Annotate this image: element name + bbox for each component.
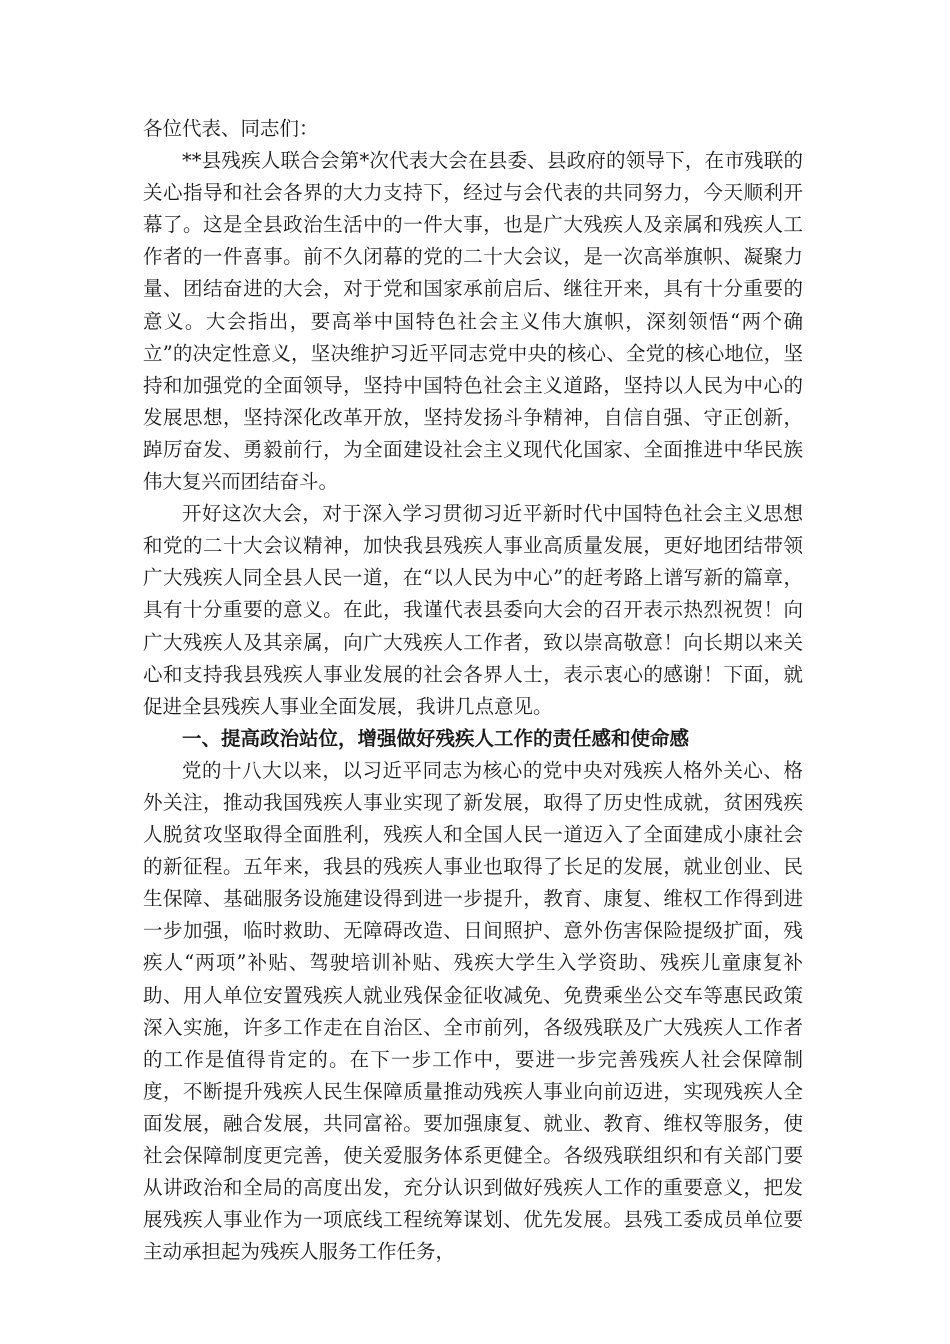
paragraph-opening: **县残疾人联合会第*次代表大会在县委、县政府的领导下，在市残联的关心指导和社会各界的大力支持下，经过与会代表的共同努力，今天顺利开幕了。这是全县政治生活中的一件大事，也是广大残疾人及亲属和残疾人工作者的一件喜事。前不久闭幕的党的二十大会议，是一次高举旗帜、凝聚力量、团结奋进的大会，对于党和国家承前启后、继往开来，具有十分重要的意义。大会指出，要高举中国特色社会主义伟大旗帜，深刻领悟“两个确立”的决定性意义，坚决维护习近平同志党中央的核心、全党的核心地位，坚持和加强党的全面领导，坚持中国特色社会主义道路，坚持以人民为中心的发展思想，坚持深化改革开放，坚持发扬斗争精神，自信自强、守正创新，踔厉奋发、勇毅前行，为全面建设社会主义现代化国家、全面推进中华民族伟大复兴而团结奋斗。 bbox=[143, 149, 803, 494]
paragraph-significance: 开好这次大会，对于深入学习贯彻习近平新时代中国特色社会主义思想和党的二十大会议精神，加快我县残疾人事业高质量发展，更好地团结带领广大残疾人同全县人民一道，在“以人民为中心”的赶考路上谱写新的篇章，具有十分重要的意义。在此，我谨代表县委向大会的召开表示热烈祝贺！向广大残疾人及其亲属，向广大残疾人工作者，致以崇高敬意！向长期以来关心和支持我县残疾人事业发展的社会各界人士，表示衷心的感谢！下面，就促进全县残疾人事业全面发展，我讲几点意见。 bbox=[143, 502, 803, 718]
section-heading: 一、提高政治站位，增强做好残疾人工作的责任感和使命感 bbox=[182, 726, 690, 750]
salutation: 各位代表、同志们： bbox=[143, 117, 319, 140]
speech-body bbox=[143, 113, 803, 1268]
section-paragraph: 党的十八大以来，以习近平同志为核心的党中央对残疾人格外关心、格外关注，推动我国残疾人事业实现了新发展，取得了历史性成就，贫困残疾人脱贫攻坚取得全面胜利，残疾人和全国人民一道迈入了全面建成小康社会的新征程。五年来，我县的残疾人事业也取得了长足的发展，就业创业、民生保障、基础服务设施建设得到进一步提升，教育、康复、维权工作得到进一步加强，临时救助、无障碍改造、日间照护、意外伤害保险提级扩面，残疾人“两项”补贴、驾驶培训补贴、残疾大学生入学资助、残疾儿童康复补助、用人单位安置残疾人就业残保金征收减免、免费乘坐公交车等惠民政策深入实施，许多工作走在自治区、全市前列，各级残联及广大残疾人工作者的工作是值得肯定的。在下一步工作中，要进一步完善残疾人社会保障制度，不断提升残疾人民生保障质量推动残疾人事业向前迈进，实现残疾人全面发展，融合发展，共同富裕。要加强康复、就业、教育、维权等服务，使社会保障制度更完善，使关爱服务体系更健全。各级残联组织和有关部门要从讲政治和全局的高度出发，充分认识到做好残疾人工作的重要意义，把发展残疾人事业作为一项底线工程统筹谋划、优先发展。县残工委成员单位要主动承担起为残疾人服务工作任务， bbox=[143, 758, 803, 1264]
